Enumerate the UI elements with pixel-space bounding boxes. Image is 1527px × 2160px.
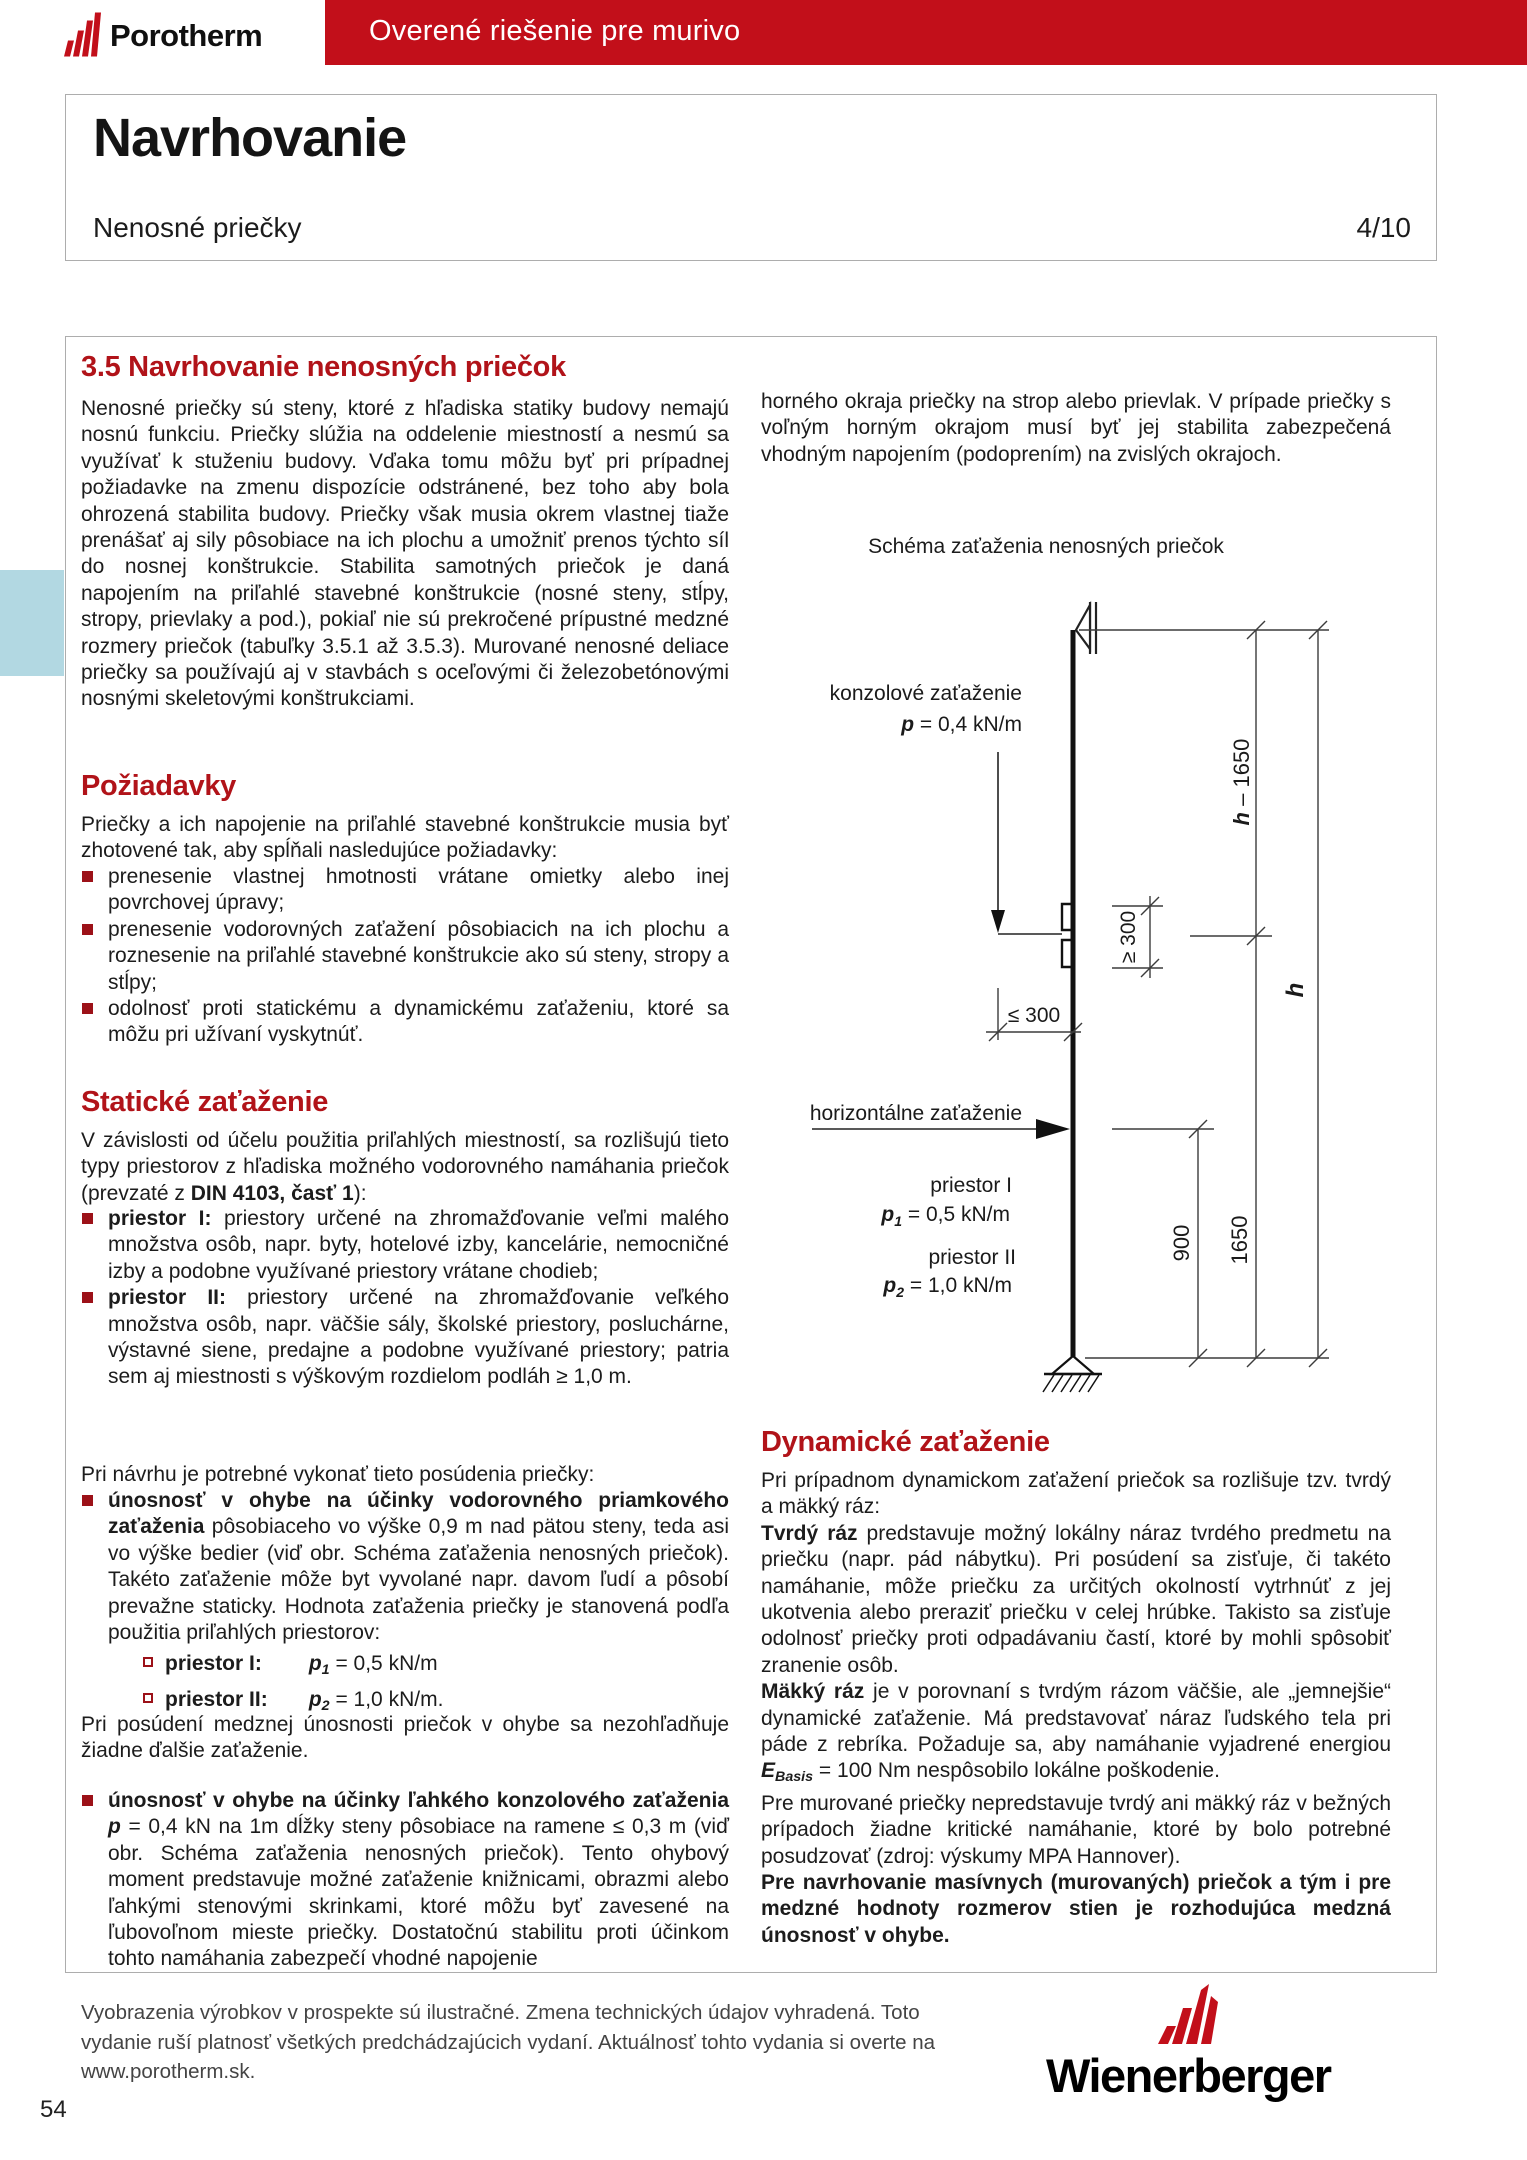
paragraph: Mäkký ráz je v porovnaní s tvrdým rázom väčšie, ale „jemnejšie“ dynamické zaťaženie. Má predstavovať náraz ľudského tela pri páde z rebríka. Požaduje sa, aby namáhanie vyjadrené energiou $E_{Basis} = 100$ Nm nespôsobilo lokálne poškodenie. bbox=[761, 1680, 1391, 1786]
paragraph: Tvrdý ráz predstavuje možný lokálny náraz tvrdého predmetu na priečku (napr. pád nábytku). Pri posúdení sa zisťuje, či takéto namáhanie, môže priečku za určitých okolností vytrhnúť z jej ukotvenia alebo preraziť priečku v celej hrúbke. Takisto sa zisťuje odolnosť priečky proti odpadávaniu častí, ktoré by mohli spôsobiť zranenie osôb. bbox=[761, 1521, 1392, 1677]
page-badge: 4/10 bbox=[1356, 212, 1411, 243]
bullet-square-icon bbox=[82, 1795, 93, 1806]
dim-ge300-label: ≥ 300 bbox=[1117, 910, 1140, 964]
list-item-text: priestor I: priestory určené na zhromažďovanie veľmi malého množstva osôb, napr. byty, hotelové izby, kancelárie, nemocničné izby a podobne využívané priestory vrátane chodieb; bbox=[108, 1207, 729, 1283]
wienerberger-wordmark: Wienerberger bbox=[1046, 2049, 1331, 2102]
top-support-icon bbox=[1076, 602, 1096, 654]
open-square-bullet-icon bbox=[143, 1693, 153, 1703]
page-number: 54 bbox=[40, 2096, 67, 2123]
banner-slogan: Overené riešenie pre murivo bbox=[369, 15, 741, 47]
dimension-ticks bbox=[989, 621, 1327, 1367]
list-item-text: prenesenie vodorovných zaťažení pôsobiacich na ich plochu a roznesenie na priľahlé stavebné konštrukcie ako sú steny, stropy a stĺpy; bbox=[108, 917, 729, 994]
diagram-caption: Schéma zaťaženia nenosných priečok bbox=[868, 535, 1224, 558]
bending-note: Pri posúdení medznej únosnosti priečok v ohybe sa nezohľadňuje žiadne ďalšie zaťaženie. bbox=[81, 1713, 729, 1763]
dim-le300-label: ≤ 300 bbox=[1007, 1004, 1061, 1027]
list-item-text: priestor II: priestory určené na zhromažďovanie veľkého množstva osôb, napr. väčšie sály, školské priestory, posluchárne, výstavné siene, predajne a podobne využívané priestory; patria sem aj miestnosti s výškovým rozdielom podláh ≥ 1,0 m. bbox=[108, 1286, 729, 1389]
bullet-square-icon bbox=[82, 924, 93, 935]
zone2-value: $p_2 = 1,0$ kN/m bbox=[883, 1274, 1012, 1300]
heading-dynamicke-zatazenie: Dynamické zaťaženie bbox=[761, 1426, 1050, 1458]
wienerberger-flame-icon bbox=[1150, 1982, 1238, 2046]
page-subtitle: Nenosné priečky bbox=[93, 212, 302, 243]
space-types-list bbox=[81, 1206, 729, 1391]
cantilever-load-label: konzolové zaťaženie bbox=[829, 682, 1022, 705]
dynamic-load-text bbox=[761, 1468, 1391, 1949]
zone-value: $p_1 = 0,5$ kN/m bbox=[308, 1652, 438, 1678]
brand-name: Porotherm bbox=[110, 17, 263, 53]
zone2-label: priestor II bbox=[928, 1246, 1016, 1269]
requirements-list bbox=[81, 864, 729, 1049]
bullet-square-icon bbox=[82, 1003, 93, 1014]
list-item bbox=[81, 1488, 729, 1646]
zone1-label: priestor I bbox=[930, 1174, 1012, 1197]
zone1-value: $p_1 = 0,5$ kN/m bbox=[881, 1203, 1010, 1229]
paragraph: Pre navrhovanie masívnych (murovaných) priečok a tým i pre medzné hodnoty rozmerov stien je rozhodujúca medzná únosnosť v ohybe. bbox=[761, 1871, 1391, 1947]
page-title: Navrhovanie bbox=[93, 108, 407, 168]
bullet-square-icon bbox=[82, 1213, 93, 1224]
dimension-lines bbox=[986, 621, 1329, 1367]
list-item bbox=[81, 864, 729, 917]
open-square-bullet-icon bbox=[143, 1657, 153, 1667]
dim-900-label: 900 bbox=[1169, 1224, 1194, 1262]
list-item-text: únosnosť v ohybe na účinky ľahkého konzolového zaťaženia p = 0,4 kN na 1m dĺžky steny pôsobiace na ramene ≤ 0,3 m (viď obr. Schéma zaťaženia nenosných priečok). Tento ohybový moment predstavuje možné zaťaženie knižnicami, obrazmi alebo ľahkými stenovými skrinkami, ktoré môžu byť zavesené na ľubovoľnom mieste priečky. Dostatočnú stabilitu proti účinkom tohto namáhania zabezpečí vhodné napojenie bbox=[108, 1789, 729, 1971]
list-item bbox=[81, 996, 729, 1049]
section-edge-tab bbox=[0, 570, 64, 676]
paragraph: Pri prípadnom dynamickom zaťažení priečok sa rozlišuje tzv. tvrdý a mäkký ráz: bbox=[761, 1469, 1391, 1519]
dim-1650-label: 1650 bbox=[1227, 1215, 1252, 1265]
porotherm-logo bbox=[62, 12, 262, 59]
assessment-intro: Pri návrhu je potrebné vykonať tieto posúdenia priečky: bbox=[81, 1463, 595, 1486]
header-banner bbox=[325, 0, 1527, 65]
bullet-square-icon bbox=[82, 871, 93, 882]
cantilever-load-arrow bbox=[991, 752, 1062, 934]
section-heading-3-5: 3.5 Navrhovanie nenosných priečok bbox=[81, 351, 566, 383]
bullet-square-icon bbox=[82, 1292, 93, 1303]
zone-label: priestor II: bbox=[165, 1687, 268, 1711]
bullet-square-icon bbox=[82, 1495, 93, 1506]
bottom-support-icon bbox=[1043, 1356, 1102, 1392]
list-item-text: prenesenie vlastnej hmotnosti vrátane omietky alebo inej povrchovej úpravy; bbox=[108, 865, 729, 915]
list-item bbox=[81, 1788, 729, 1973]
bending-capacity-item bbox=[81, 1488, 729, 1646]
bracket-anchor-icon bbox=[1062, 904, 1071, 967]
load-value-row bbox=[81, 1650, 729, 1684]
cantilever-capacity-item bbox=[81, 1788, 729, 1973]
horizontal-load-label: horizontálne zaťaženie bbox=[809, 1102, 1022, 1125]
list-item bbox=[81, 1285, 729, 1391]
title-box bbox=[65, 94, 1437, 261]
heading-poziadavky: Požiadavky bbox=[81, 770, 236, 802]
dim-h-label: h bbox=[1282, 982, 1309, 998]
heading-staticke-zatazenie: Statické zaťaženie bbox=[81, 1086, 329, 1118]
dim-h-minus-1650-label: h – 1650 bbox=[1229, 738, 1254, 826]
paragraph: Pre murované priečky nepredstavuje tvrdý ani mäkký ráz v bežných prípadoch žiadne kritické namáhanie, ktoré by bolo potrebné posudzovať (zdroj: výskumy MPA Hannover). bbox=[761, 1791, 1391, 1868]
porotherm-flame-icon bbox=[62, 12, 102, 59]
zone-label: priestor I: bbox=[165, 1652, 262, 1675]
requirements-intro: Priečky a ich napojenie na priľahlé stavebné konštrukcie musia byť zhotovené tak, aby spĺňali nasledujúce požiadavky: bbox=[81, 813, 729, 863]
load-scheme-diagram bbox=[765, 572, 1395, 1402]
static-load-intro: V závislosti od účelu použitia priľahlých miestností, sa rozlišujú tieto typy priestorov z hľadiska možného vodorovného namáhania priečok (prevzaté z DIN 4103, časť 1): bbox=[81, 1129, 729, 1205]
list-item bbox=[81, 917, 729, 996]
cantilever-load-value: p = 0,4 kN/m bbox=[901, 713, 1022, 736]
intro-paragraph: Nenosné priečky sú steny, ktoré z hľadiska statiky budovy nemajú nosnú funkciu. Priečky slúžia na oddelenie miestností a nesmú sa využívať k stuženiu budovy. Vďaka tomu môžu byť pri prípadnej požiadavke na zmenu dispozície odstránené, bez toho aby bola ohrozená stabilita budovy. Priečky však musia okrem vlastnej tiaže prenášať aj sily pôsobiace na ich plochu a umožniť prenos týchto síl do nosnej konštrukcie. Stabilita samotných priečok je daná napojením na priľahlé stavebné konštrukcie (nosné steny, stĺpy, stropy, prievlaky a pod.), pokiaľ nie sú prekročené prípustné medzné rozmery priečok (tabuľky 3.5.1 až 3.5.3). Murované nenosné deliace priečky sa používajú aj v stavbách s oceľovými či železobetónovými nosnými skeletovými konštrukciami. bbox=[81, 397, 729, 711]
list-item bbox=[81, 1206, 729, 1285]
footer-disclaimer: Vyobrazenia výrobkov v prospekte sú ilustračné. Zmena technických údajov vyhradená. Toto vydanie ruší platnosť všetkých predchádzajúcich vydaní. Aktuálnosť tohto vydania si overte na www.porotherm.sk. bbox=[81, 2001, 936, 2083]
overflow-paragraph: horného okraja priečky na strop alebo prievlak. V prípade priečky s voľným horným okrajom musí byť jej stabilita zabezpečená vhodným napojením (podoprením) na zvislých okrajoch. bbox=[761, 390, 1391, 466]
list-item-text: odolnosť proti statickému a dynamickému zaťaženiu, ktoré sa môžu pri užívaní vyskytnúť. bbox=[108, 997, 729, 1047]
list-item-text: únosnosť v ohybe na účinky vodorovného priamkového zaťaženia pôsobiaceho vo výške 0,9 m nad pätou steny, teda asi vo výške bedier (viď obr. Schéma zaťaženia nenosných priečok). Takéto zaťaženie môže byt vyvolané napr. davom ľudí a pôsobí prevažne staticky. Hodnota zaťaženia priečky je stanovená podľa použitia priľahlých priestorov: bbox=[108, 1489, 729, 1645]
zone-value: $p_2 = 1,0$ kN/m. bbox=[308, 1687, 444, 1714]
